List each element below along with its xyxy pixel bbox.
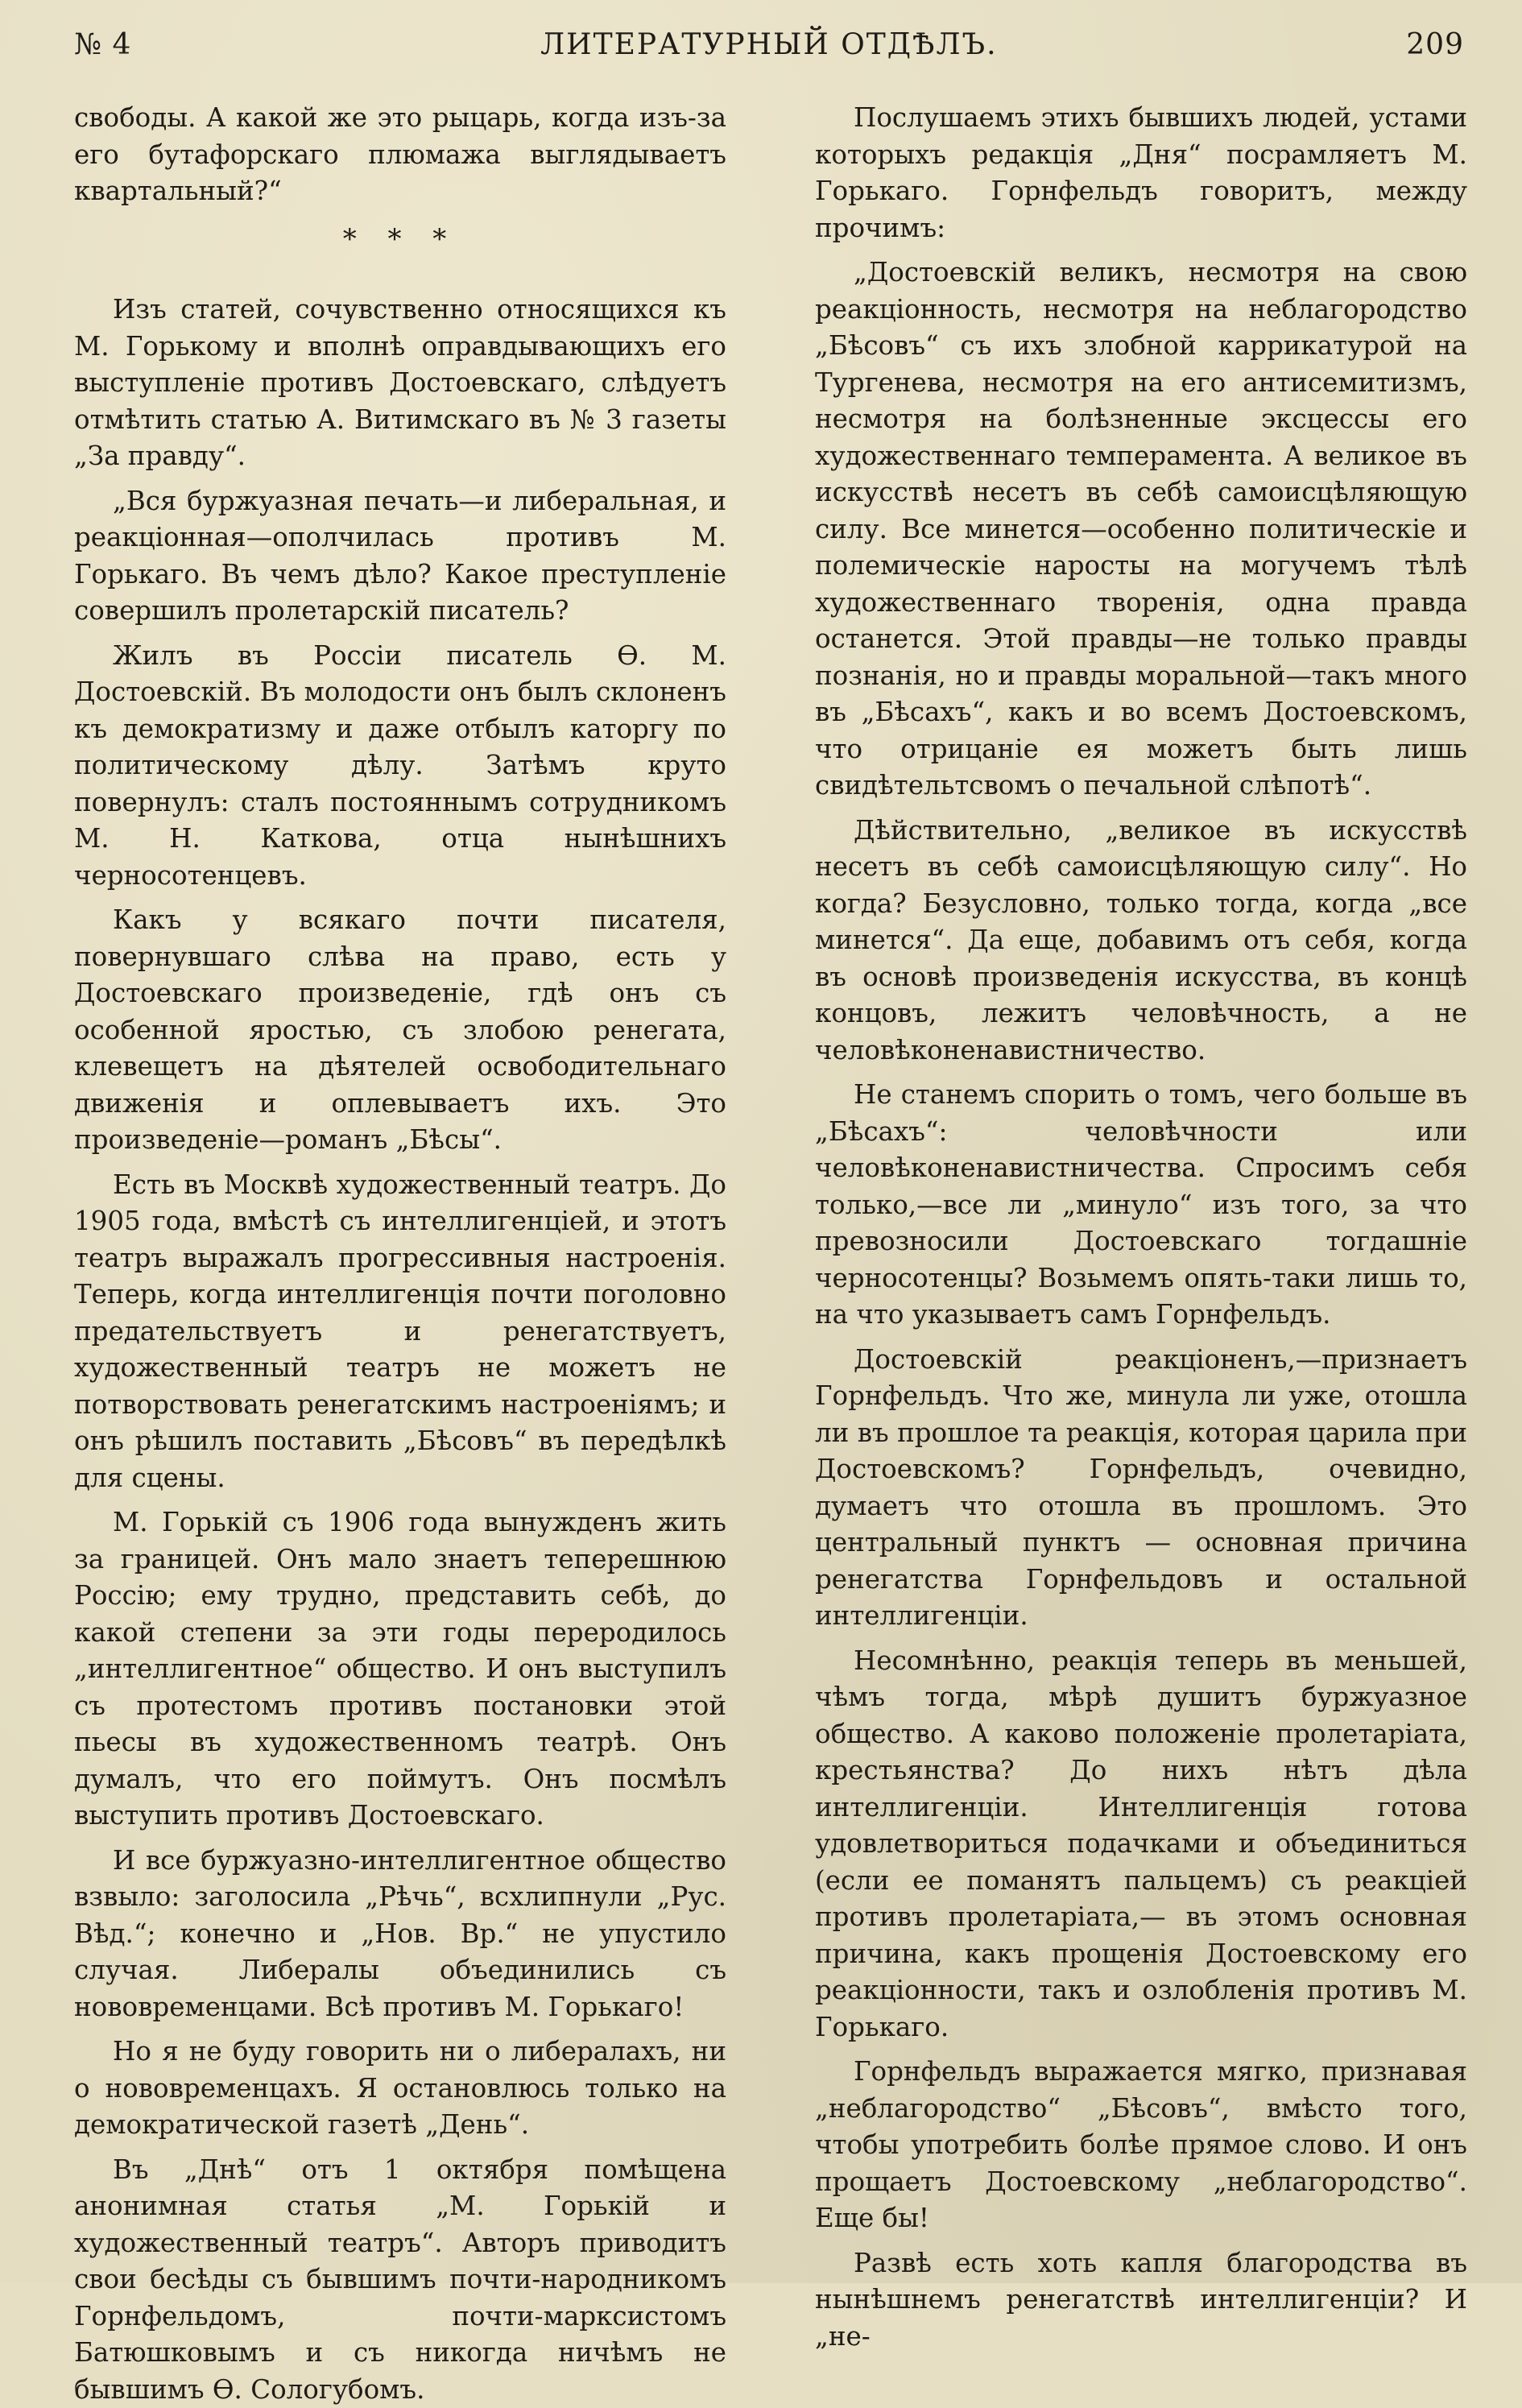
paragraph: Въ „Днѣ“ отъ 1 октября помѣщена анонимная статья „М. Горькій и художественный театръ“. Авторъ приводитъ свои бесѣды съ бывшимъ почти-народникомъ Горнфельдомъ, почти-марксистомъ Батюшковымъ и съ никогда ничѣмъ не бывшимъ Ѳ. Сологубомъ. <box>74 2152 726 2408</box>
paragraph: Не станемъ спорить о томъ, чего больше въ „Бѣсахъ“: человѣчности или человѣконенавистничества. Спросимъ себя только,—все ли „минуло“ изъ того, за что превозносили Достоевскаго тогдашніе черносотенцы? Возьмемъ опять-таки лишь то, на что указываетъ самъ Горнфельдъ. <box>815 1077 1467 1334</box>
paragraph: Горнфельдъ выражается мягко, признавая „неблагородство“ „Бѣсовъ“, вмѣсто того, чтобы употребить болѣе прямое слово. И онъ прощаетъ Достоевскому „неблагородство“. Еще бы! <box>815 2054 1467 2237</box>
paragraph: Развѣ есть хоть капля благородства въ нынѣшнемъ ренегатствѣ интеллигенціи? И „не- <box>815 2245 1467 2356</box>
section-separator: * * * <box>74 221 726 259</box>
section-title: ЛИТЕРАТУРНЫЙ ОТДѢЛЪ. <box>540 28 997 61</box>
paragraph: И все буржуазно-интеллигентное общество взвыло: заголосила „Рѣчь“, всхлипнули „Рус. Вѣд.“; конечно и „Нов. Вр.“ не упустило случая. Либералы объединились съ нововременцами. Всѣ противъ М. Горькаго! <box>74 1843 726 2026</box>
paragraph: Есть въ Москвѣ художественный театръ. До 1905 года, вмѣстѣ съ интеллигенціей, и этотъ театръ выражалъ прогрессивныя настроенія. Теперь, когда интеллигенція почти поголовно предательствуетъ и ренегатствуетъ, художественный театръ не можетъ не потворствовать ренегатскимъ настроеніямъ; и онъ рѣшилъ поставить „Бѣсовъ“ въ передѣлкѣ для сцены. <box>74 1167 726 1497</box>
paragraph: Несомнѣнно, реакція теперь въ меньшей, чѣмъ тогда, мѣрѣ душитъ буржуазное общество. А каково положеніе пролетаріата, крестьянства? До нихъ нѣтъ дѣла интеллигенціи. Интеллигенція готова удовлетвориться подачками и объединиться (если ее поманятъ пальцемъ) съ реакціей противъ пролетаріата,— въ этомъ основная причина, какъ прощенія Достоевскому его реакціонности, такъ и озлобленія противъ М. Горькаго. <box>815 1643 1467 2046</box>
paragraph: Послушаемъ этихъ бывшихъ людей, устами которыхъ редакція „Дня“ посрамляетъ М. Горькаго. Горнфельдъ говоритъ, между прочимъ: <box>815 100 1467 246</box>
paragraph: Но я не буду говорить ни о либералахъ, ни о нововременцахъ. Я остановлюсь только на демократической газетѣ „День“. <box>74 2034 726 2144</box>
issue-number: № 4 <box>74 28 131 61</box>
paragraph: М. Горькій съ 1906 года вынужденъ жить за границей. Онъ мало знаетъ теперешнюю Россію; ему трудно, представить себѣ, до какой степени за эти годы переродилось „интеллигентное“ общество. И онъ выступилъ съ протестомъ противъ постановки этой пьесы въ художественномъ театрѣ. Онъ думалъ, что его поймутъ. Онъ посмѣлъ выступить противъ Достоевскаго. <box>74 1504 726 1835</box>
text-columns <box>74 100 1467 2266</box>
paragraph: Какъ у всякаго почти писателя, повернувшаго слѣва на право, есть у Достоевскаго произведеніе, гдѣ онъ съ особенной яростью, съ злобою ренегата, клевещетъ на дѣятелей освободительнаго движенія и оплевываетъ ихъ. Это произведеніе—романъ „Бѣсы“. <box>74 902 726 1159</box>
page-header <box>74 24 1464 64</box>
paragraph: Достоевскій реакціоненъ,—признаетъ Горнфельдъ. Что же, минула ли уже, отошла ли въ прошлое та реакція, которая царила при Достоевскомъ? Горнфельдъ, очевидно, думаетъ что отошла въ прошломъ. Это центральный пунктъ — основная причина ренегатства Горнфельдовъ и остальной интеллигенціи. <box>815 1342 1467 1635</box>
paragraph: свободы. А какой же это рыцарь, когда изъ-за его бутафорскаго плюмажа выглядываетъ квартальный?“ <box>74 100 726 210</box>
paragraph: Дѣйствительно, „великое въ искусствѣ несетъ въ себѣ самоисцѣляющую силу“. Но когда? Безусловно, только тогда, когда „все минется“. Да еще, добавимъ отъ себя, когда въ основѣ произведенія искусства, въ концѣ концовъ, лежитъ человѣчность, а не человѣконенавистничество. <box>815 813 1467 1070</box>
paragraph: „Вся буржуазная печать—и либеральная, и реакціонная—ополчилась противъ М. Горькаго. Въ чемъ дѣло? Какое преступленіе совершилъ пролетарскій писатель? <box>74 483 726 630</box>
right-column <box>815 100 1467 2266</box>
paragraph: Жилъ въ Россіи писатель Ѳ. М. Достоевскій. Въ молодости онъ былъ склоненъ къ демократизму и даже отбылъ каторгу по политическому дѣлу. Затѣмъ круто повернулъ: сталъ постояннымъ сотрудникомъ М. Н. Каткова, отца нынѣшнихъ черносотенцевъ. <box>74 638 726 895</box>
left-column <box>74 100 726 2266</box>
paragraph: „Достоевскій великъ, несмотря на свою реакціонность, несмотря на неблагородство „Бѣсовъ“ съ ихъ злобной каррикатурой на Тургенева, несмотря на его антисемитизмъ, несмотря на болѣзненные эксцессы его художественнаго темперамента. А великое въ искусствѣ несетъ въ себѣ самоисцѣляющую силу. Все минется—особенно политическіе и полемическіе наросты на могучемъ тѣлѣ художественнаго творенія, одна правда останется. Этой правды—не только правды познанія, но и правды моральной—такъ много въ „Бѣсахъ“, какъ и во всемъ Достоевскомъ, что отрицаніе ея можетъ быть лишь свидѣтельтсвомъ о печальной слѣпотѣ“. <box>815 254 1467 805</box>
paragraph: Изъ статей, сочувственно относящихся къ М. Горькому и вполнѣ оправдывающихъ его выступленіе противъ Достоевскаго, слѣдуетъ отмѣтить статью А. Витимскаго въ № 3 газеты „За правду“. <box>74 292 726 475</box>
page-number: 209 <box>1406 28 1464 61</box>
